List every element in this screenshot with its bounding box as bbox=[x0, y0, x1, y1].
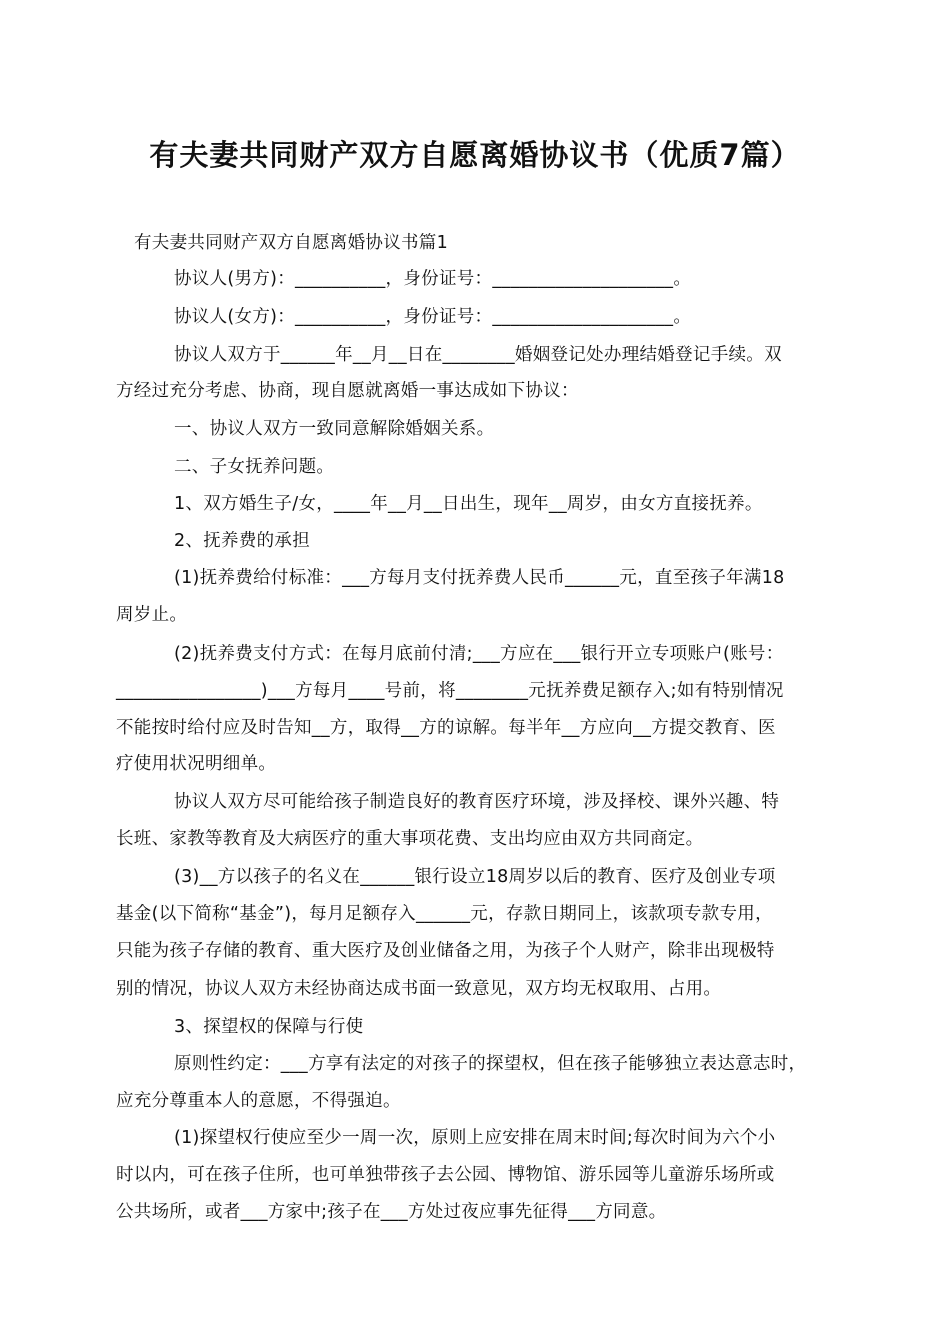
paragraph-line: (1)探望权行使应至少一周一次，原则上应安排在周末时间;每次时间为六个小 bbox=[174, 1128, 776, 1148]
paragraph-line: (3)__方以孩子的名义在______银行设立18周岁以后的教育、医疗及创业专项 bbox=[174, 867, 776, 887]
paragraph-line: 1、双方婚生子/女，____年__月__日出生，现年__周岁，由女方直接抚养。 bbox=[174, 494, 763, 514]
paragraph-line: 协议人双方尽可能给孩子制造良好的教育医疗环境，涉及择校、课外兴趣、特 bbox=[174, 792, 780, 812]
paragraph-line: (1)抚养费给付标准：___方每月支付抚养费人民币______元，直至孩子年满18 bbox=[174, 568, 785, 588]
paragraph-line: ________________)___方每月____号前，将________元抚养费足额存入;如有特别情况 bbox=[116, 681, 784, 701]
paragraph-line: 一、协议人双方一致同意解除婚姻关系。 bbox=[174, 419, 495, 439]
paragraph-line: 协议人(男方)：__________，身份证号：____________________。 bbox=[174, 269, 692, 289]
paragraph-line: 方经过充分考虑、协商，现自愿就离婚一事达成如下协议： bbox=[116, 381, 579, 401]
section-heading: 有夫妻共同财产双方自愿离婚协议书篇1 bbox=[134, 233, 449, 253]
paragraph-line: 协议人(女方)：__________，身份证号：____________________。 bbox=[174, 307, 692, 327]
paragraph-line: 周岁止。 bbox=[116, 605, 188, 625]
paragraph-line: 二、子女抚养问题。 bbox=[174, 457, 335, 477]
paragraph-line: 协议人双方于______年__月__日在________婚姻登记处办理结婚登记手续。双 bbox=[174, 345, 782, 365]
paragraph-line: 不能按时给付应及时告知__方，取得__方的谅解。每半年__方应向__方提交教育、医 bbox=[116, 718, 776, 738]
paragraph-line: 别的情况，协议人双方未经协商达成书面一致意见，双方均无权取用、占用。 bbox=[116, 979, 722, 999]
paragraph-line: 疗使用状况明细单。 bbox=[116, 754, 277, 774]
paragraph-line: (2)抚养费支付方式：在每月底前付清;___方应在___银行开立专项账户(账号： bbox=[174, 644, 784, 664]
document-title: 有夫妻共同财产双方自愿离婚协议书（优质7篇） bbox=[149, 138, 801, 172]
paragraph-line: 2、抚养费的承担 bbox=[174, 531, 311, 551]
paragraph-line: 应充分尊重本人的意愿，不得强迫。 bbox=[116, 1091, 401, 1111]
paragraph-line: 时以内，可在孩子住所，也可单独带孩子去公园、博物馆、游乐园等儿童游乐场所或 bbox=[116, 1165, 775, 1185]
paragraph-line: 3、探望权的保障与行使 bbox=[174, 1017, 364, 1037]
paragraph-line: 基金(以下简称“基金”)，每月足额存入______元，存款日期同上，该款项专款专用， bbox=[116, 904, 773, 924]
paragraph-line: 只能为孩子存储的教育、重大医疗及创业储备之用，为孩子个人财产，除非出现极特 bbox=[116, 941, 775, 961]
paragraph-line: 长班、家教等教育及大病医疗的重大事项花费、支出均应由双方共同商定。 bbox=[116, 829, 704, 849]
paragraph-line: 公共场所，或者___方家中;孩子在___方处过夜应事先征得___方同意。 bbox=[116, 1202, 667, 1222]
paragraph-line: 原则性约定：___方享有法定的对孩子的探望权，但在孩子能够独立表达意志时， bbox=[174, 1054, 807, 1074]
